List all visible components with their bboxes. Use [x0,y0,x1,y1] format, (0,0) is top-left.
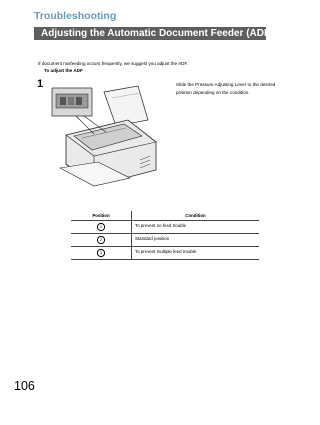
fax-machine-illustration [46,80,166,200]
position-cell [71,221,132,234]
position-number: 2 [97,236,105,244]
condition-cell: Standard position [132,234,260,247]
section-title: Troubleshooting [34,10,117,22]
table-header-row [71,211,259,221]
column-header-position: Position [71,211,132,221]
intro-text: If document misfeeding occurs frequently, we suggest you adjust the ADF. [38,61,189,66]
table-row [71,221,259,234]
step-instruction: Slide the Pressure Adjusting Lever to the desired position depending on the condition. [176,82,276,95]
page-number: 106 [14,379,35,393]
procedure-heading: To adjust the ADF [44,68,83,73]
section-banner: Adjusting the Automatic Document Feeder (ADF) [34,27,266,40]
position-number: 3 [97,249,105,257]
position-cell [71,247,132,260]
table-row [71,234,259,247]
position-number: 1 [97,223,105,231]
table-row [71,247,259,260]
adf-position-table [71,211,259,260]
step-number: 1 [37,78,44,90]
condition-cell: To prevent no feed trouble [132,221,260,234]
column-header-condition: Condition [132,211,260,221]
condition-cell: To prevent multiple feed trouble [132,247,260,260]
position-cell [71,234,132,247]
